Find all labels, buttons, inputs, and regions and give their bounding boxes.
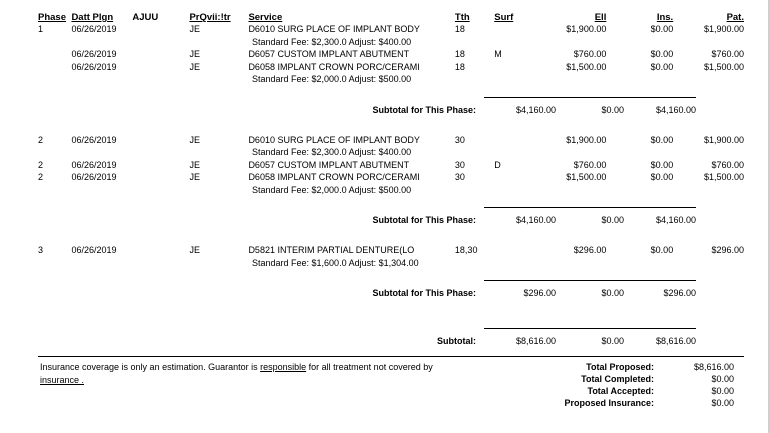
column-header-phase: Phase	[38, 12, 66, 23]
cell-provider: JE	[189, 134, 200, 145]
spacer	[38, 227, 744, 238]
phase-subtotal-label: Subtotal for This Phase:	[372, 104, 476, 115]
cell-patient: $1,900.00	[703, 134, 744, 145]
fee-note: Standard Fee: $2,300.0 Adjust: $400.00	[252, 147, 412, 157]
cell-tooth: 30	[454, 172, 465, 182]
cell-tooth: 18	[454, 49, 465, 59]
document-body	[38, 8, 744, 348]
cell-phase: 3	[38, 245, 44, 255]
totals-block	[492, 361, 744, 409]
cell-phase: 2	[38, 172, 44, 182]
table-row	[38, 244, 744, 257]
cell-date: 06/26/2019	[71, 172, 117, 182]
grand-subtotal-insurance: $0.00	[601, 336, 624, 346]
cell-date: 06/26/2019	[71, 49, 117, 59]
cell-insurance: $0.00	[650, 61, 674, 72]
fee-note: Standard Fee: $2,000.0 Adjust: $500.00	[252, 74, 412, 84]
cell-tooth: 18,30	[454, 245, 478, 255]
total-completed-label: Total Completed:	[581, 374, 654, 384]
cell-insurance: $0.00	[650, 245, 674, 255]
cell-insurance: $0.00	[650, 134, 674, 145]
cell-patient: $1,500.00	[703, 61, 744, 72]
cell-fee: $1,500.00	[566, 61, 607, 72]
cell-patient: $296.00	[711, 245, 744, 255]
cell-phase: 2	[38, 134, 44, 145]
phase-block	[38, 23, 744, 117]
grand-subtotal-patient: $8,616.00	[655, 336, 696, 346]
cell-surface	[494, 244, 535, 257]
cell-patient: $1,500.00	[703, 172, 744, 182]
cell-insurance: $0.00	[650, 172, 674, 182]
disclaimer-text-part2: for all treatment not covered by	[306, 362, 433, 372]
cell-fee: $1,500.00	[566, 172, 607, 182]
table-row	[38, 134, 744, 147]
spacer	[38, 196, 744, 207]
column-header-insurance: Ins.	[656, 12, 674, 23]
cell-surface	[494, 23, 535, 36]
cell-fee: $296.00	[573, 245, 607, 255]
total-proposed-label: Total Proposed:	[586, 362, 654, 372]
spacer	[38, 117, 744, 128]
spacer	[38, 86, 744, 97]
fee-note: Standard Fee: $2,300.0 Adjust: $400.00	[252, 36, 412, 47]
column-header-patient: Pat.	[726, 12, 744, 23]
cell-insurance: $0.00	[650, 24, 674, 34]
proposed-insurance-value: $0.00	[711, 398, 734, 408]
cell-insurance: $0.00	[650, 159, 674, 170]
cell-adjust	[132, 134, 189, 147]
phase-subtotal-fee: $4,160.00	[515, 104, 556, 115]
column-header-provider: PrQvii:!tr	[189, 12, 231, 23]
cell-adjust	[132, 61, 189, 74]
column-header-date: Datt Plgn	[71, 12, 114, 23]
phase-subtotal-label: Subtotal for This Phase:	[372, 288, 476, 298]
column-header-adjust: AJUU	[132, 12, 159, 23]
phase-subtotal-insurance: $0.00	[601, 288, 624, 298]
cell-adjust	[132, 23, 189, 36]
cell-surface: M	[494, 49, 502, 59]
phase-block	[38, 134, 744, 228]
cell-date: 06/26/2019	[71, 245, 117, 255]
disclaimer-link[interactable]: insurance .	[40, 375, 85, 385]
phase-subtotal-insurance: $0.00	[601, 215, 624, 225]
cell-service: D5821 INTERIM PARTIAL DENTURE(LO	[248, 245, 415, 255]
table-row	[38, 61, 744, 74]
spacer	[38, 311, 744, 322]
cell-tooth: 30	[454, 134, 465, 145]
phase-subtotal-fee: $4,160.00	[515, 215, 556, 225]
cell-fee: $760.00	[573, 49, 607, 59]
disclaimer-underlined-word: responsible	[260, 362, 307, 372]
cell-adjust	[132, 159, 189, 172]
cell-service: D6057 CUSTOM IMPLANT ABUTMENT	[248, 49, 410, 59]
total-row	[492, 361, 744, 373]
phase-subtotal-row	[38, 103, 744, 117]
column-header-tooth: Tth	[454, 12, 470, 23]
cell-adjust	[132, 171, 189, 184]
table-row	[38, 159, 744, 172]
cell-adjust	[132, 48, 189, 61]
column-header-surface: Surf	[494, 12, 514, 23]
phase-subtotal-patient: $296.00	[663, 288, 696, 298]
cell-provider: JE	[189, 24, 200, 34]
footer-divider	[38, 356, 744, 357]
table-row	[38, 48, 744, 61]
total-accepted-value: $0.00	[711, 386, 734, 396]
cell-tooth: 30	[454, 159, 465, 170]
disclaimer-text-part1: Insurance coverage is only an estimation. Guarantor is	[40, 362, 261, 372]
grand-subtotal-fee: $8,616.00	[515, 336, 556, 346]
cell-provider: JE	[189, 159, 200, 170]
cell-fee: $1,900.00	[566, 134, 607, 145]
cell-patient: $760.00	[711, 159, 744, 170]
grand-subtotal-row	[38, 334, 744, 348]
cell-surface: D	[494, 159, 501, 170]
cell-fee: $1,900.00	[566, 24, 607, 34]
cell-phase: 1	[38, 24, 44, 34]
spacer	[38, 300, 744, 311]
cell-provider: JE	[189, 61, 200, 72]
cell-phase	[38, 48, 71, 61]
cell-provider: JE	[189, 245, 200, 255]
table-row	[38, 23, 744, 36]
cell-surface	[494, 134, 535, 147]
cell-phase: 2	[38, 159, 44, 170]
phase-block	[38, 244, 744, 300]
cell-service: D6057 CUSTOM IMPLANT ABUTMENT	[248, 159, 410, 170]
cell-provider: JE	[189, 49, 200, 59]
cell-adjust	[132, 244, 189, 257]
cell-surface	[494, 61, 535, 74]
cell-fee: $760.00	[573, 159, 607, 170]
cell-service: D6058 IMPLANT CROWN PORC/CERAMI	[248, 61, 420, 72]
total-row	[492, 397, 744, 409]
cell-date: 06/26/2019	[71, 61, 117, 72]
table-header-row	[38, 8, 744, 23]
insurance-disclaimer	[40, 361, 500, 387]
phase-subtotal-label: Subtotal for This Phase:	[372, 215, 476, 225]
fee-note: Standard Fee: $2,000.0 Adjust: $500.00	[252, 184, 412, 195]
cell-date: 06/26/2019	[71, 134, 117, 145]
phase-subtotal-insurance: $0.00	[601, 104, 624, 115]
cell-service: D6058 IMPLANT CROWN PORC/CERAMI	[248, 172, 420, 182]
cell-insurance: $0.00	[650, 49, 674, 59]
cell-provider: JE	[189, 172, 200, 182]
phase-subtotal-patient: $4,160.00	[655, 104, 696, 115]
cell-phase	[38, 61, 71, 74]
grand-subtotal-label: Subtotal:	[437, 336, 476, 346]
cell-tooth: 18	[454, 24, 465, 34]
phase-subtotal-row	[38, 213, 744, 227]
cell-surface	[494, 171, 535, 184]
cell-date: 06/26/2019	[71, 24, 117, 34]
phase-subtotal-fee: $296.00	[523, 288, 556, 298]
cell-patient: $1,900.00	[703, 24, 744, 34]
table-row	[38, 171, 744, 184]
cell-date: 06/26/2019	[71, 159, 117, 170]
total-accepted-label: Total Accepted:	[587, 386, 654, 396]
total-row	[492, 385, 744, 397]
phase-subtotal-patient: $4,160.00	[655, 215, 696, 225]
spacer	[38, 269, 744, 280]
column-header-fee: Ell	[594, 12, 607, 23]
phase-subtotal-row	[38, 286, 744, 300]
fee-note: Standard Fee: $1,600.0 Adjust: $1,304.00	[252, 257, 419, 268]
column-header-service: Service	[248, 12, 283, 23]
total-row	[492, 373, 744, 385]
cell-patient: $760.00	[711, 49, 744, 59]
cell-service: D6010 SURG PLACE OF IMPLANT BODY	[248, 134, 420, 145]
proposed-insurance-label: Proposed Insurance:	[564, 398, 654, 408]
cell-service: D6010 SURG PLACE OF IMPLANT BODY	[248, 24, 420, 34]
total-proposed-value: $8,616.00	[693, 362, 734, 372]
total-completed-value: $0.00	[711, 374, 734, 384]
cell-tooth: 18	[454, 61, 465, 72]
